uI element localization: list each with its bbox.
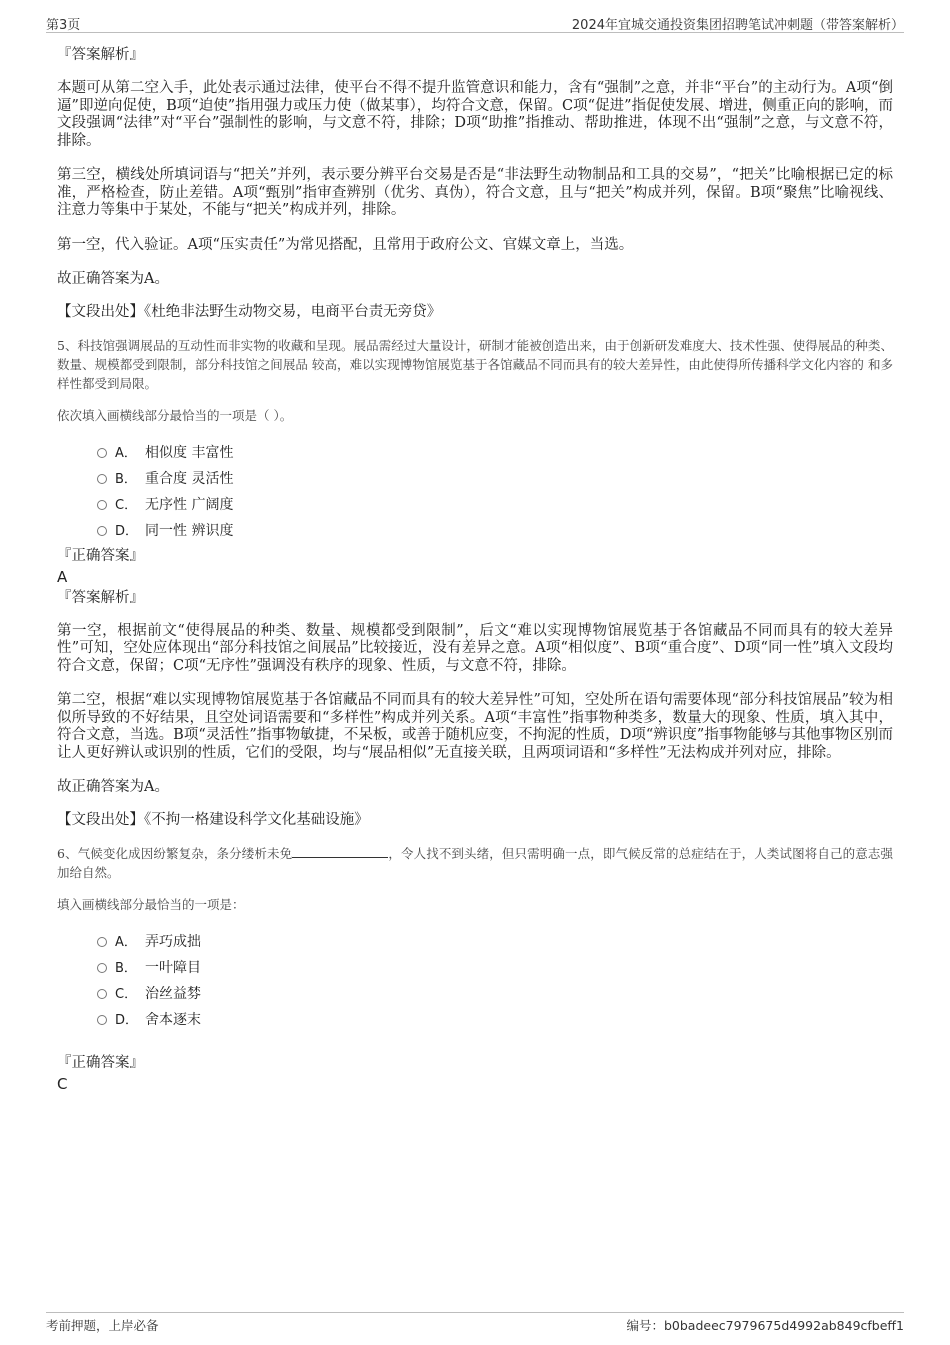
option-b[interactable] (57, 465, 893, 491)
radio-button-icon[interactable] (97, 500, 107, 510)
option-c[interactable] (57, 980, 893, 1006)
option-letter: B． (115, 961, 137, 976)
analysis-label: 『答案解析』 (57, 47, 144, 63)
source-citation: 【文段出处】《杜绝非法野生动物交易，电商平台责无旁贷》 (57, 303, 442, 320)
option-list (57, 928, 893, 1032)
radio-button-icon[interactable] (97, 1015, 107, 1025)
page-header (46, 12, 904, 33)
conclusion-text: 故正确答案为A。 (57, 271, 169, 287)
option-text: 相似度 丰富性 (145, 444, 234, 461)
correct-answer-value: C (57, 1074, 68, 1093)
option-b[interactable] (57, 954, 893, 980)
analysis-paragraph: 第一空，根据前文“使得展品的种类、数量、规模都受到限制”，后文“难以实现博物馆展览基于各馆藏品不同而具有的较大差异性”可知，空处应体现出“部分科技馆之间展品”比较接近，没有差异之意。A项“相似度”、B项“重合度”、D项“同一性”填入文段均符合文意，保留；C项“无序性”强调没有秩序的现象、性质，与文意不符，排除。 (57, 622, 893, 674)
page-content (57, 44, 893, 1094)
option-d[interactable] (57, 1006, 893, 1032)
option-letter: D． (115, 524, 139, 539)
option-text: 同一性 辨识度 (145, 522, 234, 539)
analysis-paragraph: 第一空，代入验证。A项“压实责任”为常见搭配，且常用于政府公文、官媒文章上，当选。 (57, 236, 634, 253)
option-text: 舍本逐末 (145, 1011, 201, 1028)
option-text: 重合度 灵活性 (145, 470, 234, 487)
option-letter: B． (115, 472, 137, 487)
option-letter: C． (115, 498, 138, 513)
document-title: 2024年宜城交通投资集团招聘笔试冲刺题（带答案解析） (571, 18, 904, 33)
code-value: b0badeec7979675d4992ab849cfbeff1 (663, 1318, 904, 1333)
radio-button-icon[interactable] (97, 963, 107, 973)
radio-button-icon[interactable] (97, 526, 107, 536)
analysis-paragraph: 本题可从第二空入手，此处表示通过法律，使平台不得不提升监管意识和能力，含有“强制”之意，并非“平台”的主动行为。A项“倒逼”即逆向促使，B项“迫使”指用强力或压力使（做某事），均符合文意，保留。C项“促进”指促使发展、增进，侧重正向的影响，而文段强调“法律”对“平台”强制性的影响，与文意不符，排除；D项“助推”指推动、帮助推进，体现不出“强制”之意，与文意不符，排除。 (57, 80, 893, 149)
option-c[interactable] (57, 491, 893, 517)
analysis-paragraph: 第二空，根据“难以实现博物馆展览基于各馆藏品不同而具有的较大差异性”可知，空处所在语句需要体现“部分科技馆展品”较为相似所导致的不好结果，且空处词语需要和“多样性”构成并列关系。A项“丰富性”指事物种类多，数量大的现象、性质，填入其中，符合文意，当选。B项“灵活性”指事物敏捷，不呆板，或善于随机应变，不拘泥的性质，D项“辨识度”指事物能够与其他事物区别而让人更好辨认或识别的性质，它们的受限，均与“展品相似”无直接关联，且两项词语和“多样性”无法构成并列对应，排除。 (57, 692, 893, 761)
radio-button-icon[interactable] (97, 448, 107, 458)
option-text: 无序性 广阔度 (145, 496, 234, 513)
radio-button-icon[interactable] (97, 474, 107, 484)
source-citation: 【文段出处】《不拘一格建设科学文化基础设施》 (57, 811, 369, 828)
page-number: 第3页 (46, 18, 81, 33)
code-label: 编号： (626, 1318, 664, 1333)
fill-in-blank (292, 845, 388, 858)
option-text: 治丝益棼 (145, 985, 201, 1002)
radio-button-icon[interactable] (97, 937, 107, 947)
question-stem (57, 844, 893, 882)
option-letter: D． (115, 1013, 139, 1028)
radio-button-icon[interactable] (97, 989, 107, 999)
document-code (626, 1316, 904, 1334)
analysis-paragraph: 第三空，横线处所填词语与“把关”并列，表示要分辨平台交易是否是“非法野生动物制品和工具的交易”，“把关”比喻根据已定的标准，严格检查，防止差错。A项“甄别”指审查辨别（优劣、真伪），符合文意，且与“把关”构成并列，保留。B项“聚焦”比喻视线、注意力等集中于某处，不能与“把关”构成并列，排除。 (57, 167, 893, 218)
option-a[interactable] (57, 928, 893, 954)
option-letter: A． (115, 446, 137, 461)
correct-answer-label: 『正确答案』 (57, 1054, 144, 1071)
stem-before-blank: 6、气候变化成因纷繁复杂，条分缕析未免 (57, 845, 293, 861)
page-footer (46, 1312, 904, 1335)
correct-answer-label: 『正确答案』 (57, 547, 144, 564)
question-prompt: 填入画横线部分最恰当的一项是： (57, 896, 245, 912)
correct-answer-value: A (57, 567, 68, 586)
option-list (57, 439, 893, 543)
stem-after-blank: ，令人找不到头绪，但只需明确一点，即气候反常的总症结在于，人类试图将自己的意志强加给自然。 (57, 845, 893, 880)
option-letter: C． (115, 987, 138, 1002)
analysis-label: 『答案解析』 (57, 589, 144, 606)
conclusion-text: 故正确答案为A。 (57, 779, 169, 795)
option-a[interactable] (57, 439, 893, 465)
footer-slogan: 考前押题，上岸必备 (46, 1318, 159, 1333)
question-prompt: 依次填入画横线部分最恰当的一项是（ ）。 (57, 407, 293, 423)
option-d[interactable] (57, 517, 893, 543)
option-text: 一叶障目 (145, 959, 201, 976)
question-stem: 5、科技馆强调展品的互动性而非实物的收藏和呈现。展品需经过大量设计，研制才能被创造出来，由于创新研发难度大、技术性强、使得展品的种类、数量、规模都受到限制，部分科技馆之间展品 较高，难以实现博物馆展览基于各馆藏品不同而具有的较大差异性，由此使得所传播科学文化内容的 和多样性都受到局限。 (57, 337, 893, 391)
option-text: 弄巧成拙 (145, 933, 201, 950)
option-letter: A． (115, 935, 137, 950)
